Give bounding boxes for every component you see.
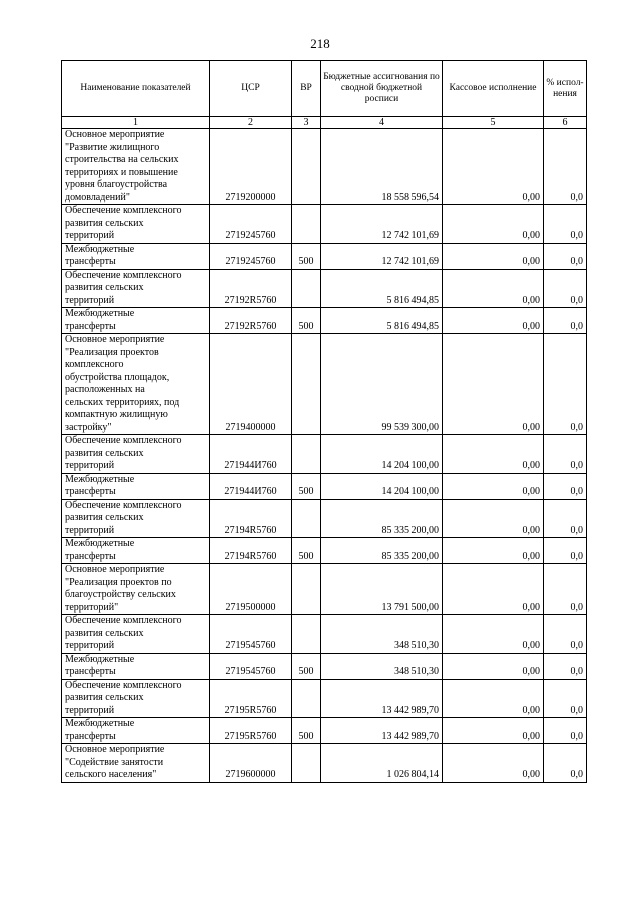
table-row — [62, 499, 587, 538]
row-execution-percent: 0,0 — [544, 653, 587, 679]
table-row — [62, 334, 587, 435]
row-csr: 2719200000 — [210, 129, 292, 205]
row-budget-amount: 348 510,30 — [321, 615, 443, 654]
row-name: Межбюджетные трансферты — [62, 718, 210, 744]
column-number-row — [62, 117, 587, 129]
table-row — [62, 744, 587, 783]
row-execution-percent: 0,0 — [544, 473, 587, 499]
row-vr — [292, 205, 321, 244]
header-budget: Бюджетные ассигнования по сводной бюджетной росписи — [321, 61, 443, 117]
row-budget-amount: 5 816 494,85 — [321, 308, 443, 334]
row-budget-amount: 85 335 200,00 — [321, 538, 443, 564]
row-csr: 2719545760 — [210, 615, 292, 654]
row-cash-execution: 0,00 — [443, 334, 544, 435]
row-vr — [292, 499, 321, 538]
row-execution-percent: 0,0 — [544, 334, 587, 435]
row-cash-execution: 0,00 — [443, 679, 544, 718]
row-budget-amount: 348 510,30 — [321, 653, 443, 679]
row-csr: 2719600000 — [210, 744, 292, 783]
table-row — [62, 269, 587, 308]
row-execution-percent: 0,0 — [544, 718, 587, 744]
table-row — [62, 205, 587, 244]
row-vr — [292, 334, 321, 435]
row-cash-execution: 0,00 — [443, 129, 544, 205]
row-cash-execution: 0,00 — [443, 308, 544, 334]
header-csr: ЦСР — [210, 61, 292, 117]
table-row — [62, 615, 587, 654]
row-cash-execution: 0,00 — [443, 499, 544, 538]
row-vr: 500 — [292, 473, 321, 499]
row-csr: 2719245760 — [210, 205, 292, 244]
row-csr: 27192R5760 — [210, 308, 292, 334]
column-number: 1 — [62, 117, 210, 129]
row-cash-execution: 0,00 — [443, 473, 544, 499]
row-name: Межбюджетные трансферты — [62, 653, 210, 679]
row-execution-percent: 0,0 — [544, 129, 587, 205]
row-execution-percent: 0,0 — [544, 308, 587, 334]
row-execution-percent: 0,0 — [544, 205, 587, 244]
row-name: Обеспечение комплексного развития сельских территорий — [62, 615, 210, 654]
table-row — [62, 243, 587, 269]
row-budget-amount: 13 442 989,70 — [321, 679, 443, 718]
row-name: Основное мероприятие "Реализация проектов по благоустройству сельских территорий" — [62, 564, 210, 615]
row-cash-execution: 0,00 — [443, 538, 544, 564]
row-vr: 500 — [292, 243, 321, 269]
table-header-row — [62, 61, 587, 117]
header-pct: % испол-нения — [544, 61, 587, 117]
row-csr: 271944И760 — [210, 435, 292, 474]
table-row — [62, 435, 587, 474]
row-vr — [292, 435, 321, 474]
row-execution-percent: 0,0 — [544, 679, 587, 718]
row-execution-percent: 0,0 — [544, 615, 587, 654]
row-csr: 27192R5760 — [210, 269, 292, 308]
row-csr: 2719545760 — [210, 653, 292, 679]
row-cash-execution: 0,00 — [443, 653, 544, 679]
row-cash-execution: 0,00 — [443, 269, 544, 308]
row-budget-amount: 13 791 500,00 — [321, 564, 443, 615]
row-execution-percent: 0,0 — [544, 435, 587, 474]
row-cash-execution: 0,00 — [443, 564, 544, 615]
table-row — [62, 129, 587, 205]
row-name: Обеспечение комплексного развития сельских территорий — [62, 679, 210, 718]
row-vr: 500 — [292, 718, 321, 744]
row-name: Основное мероприятие "Реализация проектов комплексного обустройства площадок, расположенных на сельских территориях, под компактную жилищную застройку" — [62, 334, 210, 435]
row-budget-amount: 14 204 100,00 — [321, 473, 443, 499]
row-vr — [292, 129, 321, 205]
row-csr: 27194R5760 — [210, 538, 292, 564]
row-execution-percent: 0,0 — [544, 499, 587, 538]
row-budget-amount: 85 335 200,00 — [321, 499, 443, 538]
table-row — [62, 538, 587, 564]
row-cash-execution: 0,00 — [443, 615, 544, 654]
row-execution-percent: 0,0 — [544, 269, 587, 308]
column-number: 6 — [544, 117, 587, 129]
row-vr — [292, 679, 321, 718]
column-number: 4 — [321, 117, 443, 129]
table-row — [62, 653, 587, 679]
table-row — [62, 564, 587, 615]
row-execution-percent: 0,0 — [544, 538, 587, 564]
table-row — [62, 679, 587, 718]
row-name: Обеспечение комплексного развития сельских территорий — [62, 435, 210, 474]
row-cash-execution: 0,00 — [443, 718, 544, 744]
row-csr: 27195R5760 — [210, 679, 292, 718]
row-budget-amount: 1 026 804,14 — [321, 744, 443, 783]
row-csr: 2719245760 — [210, 243, 292, 269]
row-budget-amount: 12 742 101,69 — [321, 205, 443, 244]
row-execution-percent: 0,0 — [544, 243, 587, 269]
row-csr: 2719400000 — [210, 334, 292, 435]
row-name: Межбюджетные трансферты — [62, 308, 210, 334]
row-cash-execution: 0,00 — [443, 744, 544, 783]
row-vr — [292, 615, 321, 654]
row-vr — [292, 564, 321, 615]
row-name: Основное мероприятие "Содействие занятости сельского населения" — [62, 744, 210, 783]
row-csr: 27194R5760 — [210, 499, 292, 538]
row-cash-execution: 0,00 — [443, 205, 544, 244]
header-cash: Кассовое исполнение — [443, 61, 544, 117]
row-cash-execution: 0,00 — [443, 435, 544, 474]
row-cash-execution: 0,00 — [443, 243, 544, 269]
row-csr: 27195R5760 — [210, 718, 292, 744]
row-vr: 500 — [292, 538, 321, 564]
row-vr: 500 — [292, 308, 321, 334]
row-csr: 2719500000 — [210, 564, 292, 615]
header-vr: ВР — [292, 61, 321, 117]
row-name: Межбюджетные трансферты — [62, 473, 210, 499]
row-budget-amount: 5 816 494,85 — [321, 269, 443, 308]
row-vr — [292, 269, 321, 308]
row-execution-percent: 0,0 — [544, 744, 587, 783]
row-vr — [292, 744, 321, 783]
row-budget-amount: 99 539 300,00 — [321, 334, 443, 435]
row-name: Обеспечение комплексного развития сельских территорий — [62, 205, 210, 244]
row-name: Обеспечение комплексного развития сельских территорий — [62, 269, 210, 308]
header-name: Наименование показателей — [62, 61, 210, 117]
row-name: Межбюджетные трансферты — [62, 538, 210, 564]
table-row — [62, 473, 587, 499]
row-execution-percent: 0,0 — [544, 564, 587, 615]
row-budget-amount: 12 742 101,69 — [321, 243, 443, 269]
row-csr: 271944И760 — [210, 473, 292, 499]
row-vr: 500 — [292, 653, 321, 679]
table-row — [62, 718, 587, 744]
column-number: 2 — [210, 117, 292, 129]
row-budget-amount: 18 558 596,54 — [321, 129, 443, 205]
row-name: Обеспечение комплексного развития сельских территорий — [62, 499, 210, 538]
row-budget-amount: 14 204 100,00 — [321, 435, 443, 474]
column-number: 3 — [292, 117, 321, 129]
row-budget-amount: 13 442 989,70 — [321, 718, 443, 744]
table-row — [62, 308, 587, 334]
row-name: Межбюджетные трансферты — [62, 243, 210, 269]
page-number: 218 — [310, 36, 330, 51]
row-name: Основное мероприятие "Развитие жилищного строительства на сельских территориях и повышение уровня благоустройства домовладений" — [62, 129, 210, 205]
column-number: 5 — [443, 117, 544, 129]
budget-execution-table — [61, 60, 587, 783]
